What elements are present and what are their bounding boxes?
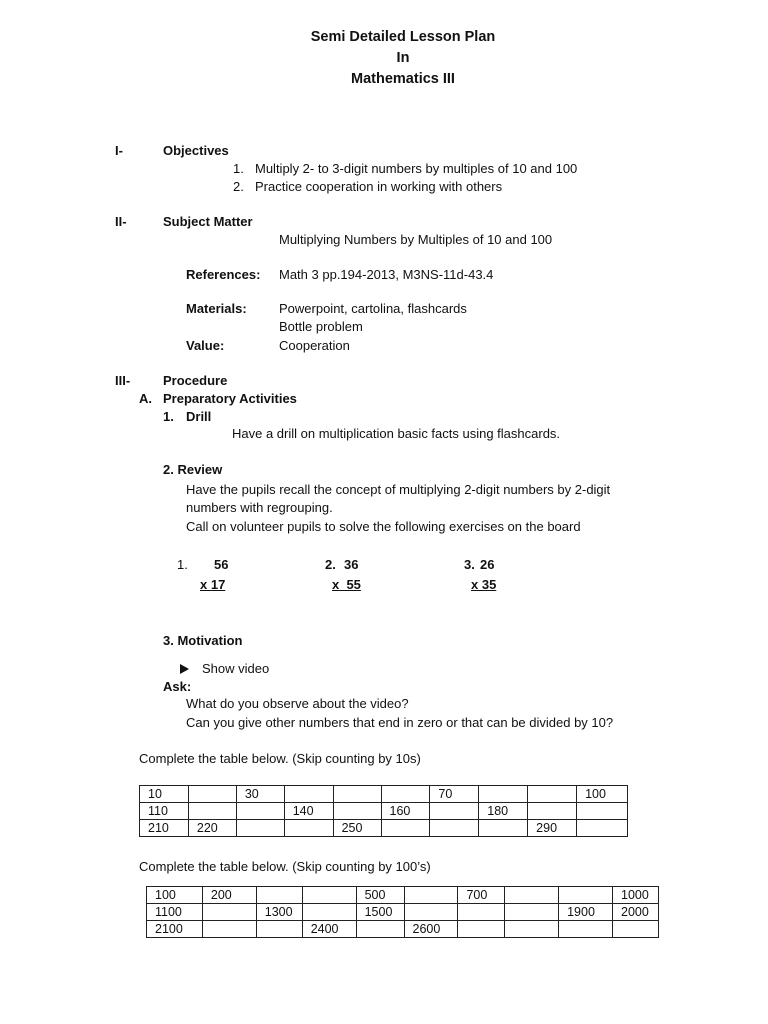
table-2-cell bbox=[505, 887, 559, 904]
table-2-cell: 1100 bbox=[147, 904, 203, 921]
table-1-cell bbox=[577, 803, 628, 820]
table-2-cell: 100 bbox=[147, 887, 203, 904]
table-2-cell bbox=[202, 921, 256, 938]
exercise-2-bottom: x 55 bbox=[332, 577, 361, 592]
table-2-cell: 1900 bbox=[559, 904, 613, 921]
table-2-row bbox=[147, 904, 659, 921]
table-2-cell bbox=[505, 904, 559, 921]
table-2-row bbox=[147, 921, 659, 938]
table-1-cell bbox=[577, 820, 628, 837]
subject-topic: Multiplying Numbers by Multiples of 10 and 100 bbox=[279, 232, 553, 247]
table-1-cell bbox=[430, 820, 479, 837]
subject-matter-heading: Subject Matter bbox=[163, 214, 253, 229]
objective-item-2-number: 2. bbox=[233, 179, 244, 194]
table-1-cell: 10 bbox=[140, 786, 189, 803]
drill-number: 1. bbox=[163, 409, 174, 424]
table-2-cell: 2600 bbox=[404, 921, 458, 938]
table-1-cell: 30 bbox=[236, 786, 284, 803]
drill-text: Have a drill on multiplication basic facts using flashcards. bbox=[232, 426, 561, 441]
exercise-1-number: 1. bbox=[177, 557, 188, 572]
motivation-heading: 3. Motivation bbox=[163, 633, 243, 648]
ask-line-2: Can you give other numbers that end in zero or that can be divided by 10? bbox=[186, 715, 614, 730]
materials-label: Materials: bbox=[186, 301, 247, 316]
table-2-cell: 2400 bbox=[302, 921, 356, 938]
table-2-cell: 200 bbox=[202, 887, 256, 904]
table-2-cell: 1000 bbox=[613, 887, 659, 904]
table-1-caption: Complete the table below. (Skip counting by 10s) bbox=[139, 751, 421, 766]
table-1-cell: 220 bbox=[188, 820, 236, 837]
table-1-cell bbox=[284, 820, 333, 837]
value-value: Cooperation bbox=[279, 338, 350, 353]
table-2-cell bbox=[302, 904, 356, 921]
table-2-cell: 500 bbox=[356, 887, 404, 904]
table-1-cell bbox=[528, 786, 577, 803]
table-2-cell: 700 bbox=[458, 887, 505, 904]
table-1-cell bbox=[188, 786, 236, 803]
table-2-cell: 2100 bbox=[147, 921, 203, 938]
exercise-3-bottom: x 35 bbox=[471, 577, 497, 592]
table-1-row bbox=[140, 820, 628, 837]
table-2-cell bbox=[356, 921, 404, 938]
table-1-cell: 110 bbox=[140, 803, 189, 820]
table-2-cell bbox=[458, 921, 505, 938]
references-value: Math 3 pp.194-2013, M3NS-11d-43.4 bbox=[279, 267, 494, 282]
table-1-cell bbox=[528, 803, 577, 820]
exercise-1-bottom: x 17 bbox=[200, 577, 226, 592]
exercise-1-top: 56 bbox=[214, 557, 229, 572]
table-2-cell bbox=[505, 921, 559, 938]
table-2-cell: 1300 bbox=[256, 904, 302, 921]
table-1-cell: 180 bbox=[479, 803, 528, 820]
ask-line-1: What do you observe about the video? bbox=[186, 696, 409, 711]
table-1-row bbox=[140, 803, 628, 820]
exercise-3-number: 3. bbox=[464, 557, 475, 572]
materials-line-1: Powerpoint, cartolina, flashcards bbox=[279, 301, 467, 316]
table-2-cell bbox=[404, 887, 458, 904]
procedure-heading: Procedure bbox=[163, 373, 228, 388]
table-1-cell: 160 bbox=[381, 803, 430, 820]
title-line-1: Semi Detailed Lesson Plan bbox=[310, 29, 496, 45]
objective-item-1: Multiply 2- to 3-digit numbers by multiples of 10 and 100 bbox=[255, 161, 578, 176]
procedure-numeral: III- bbox=[115, 373, 131, 388]
table-2-cell bbox=[202, 904, 256, 921]
review-line-2: numbers with regrouping. bbox=[186, 500, 333, 515]
objectives-numeral: I- bbox=[115, 143, 123, 158]
table-2-cell bbox=[256, 887, 302, 904]
arrow-bullet-icon bbox=[180, 661, 189, 677]
table-1-cell: 140 bbox=[284, 803, 333, 820]
exercise-2-top: 36 bbox=[344, 557, 359, 572]
table-1-cell bbox=[381, 786, 430, 803]
skip-count-10s-table bbox=[139, 785, 628, 837]
table-2-cell bbox=[302, 887, 356, 904]
table-2-row bbox=[147, 887, 659, 904]
table-2-cell bbox=[559, 887, 613, 904]
table-2-cell bbox=[256, 921, 302, 938]
table-1-cell: 290 bbox=[528, 820, 577, 837]
table-1-row bbox=[140, 786, 628, 803]
table-2-caption: Complete the table below. (Skip counting by 100’s) bbox=[139, 859, 431, 874]
preparatory-activities-heading: Preparatory Activities bbox=[163, 391, 297, 406]
review-line-3: Call on volunteer pupils to solve the following exercises on the board bbox=[186, 519, 581, 534]
table-1-cell bbox=[188, 803, 236, 820]
table-1-cell: 100 bbox=[577, 786, 628, 803]
references-label: References: bbox=[186, 267, 261, 282]
table-1-cell bbox=[333, 786, 381, 803]
table-2-cell: 1500 bbox=[356, 904, 404, 921]
exercise-2-number: 2. bbox=[325, 557, 336, 572]
table-1-cell: 70 bbox=[430, 786, 479, 803]
bullet-text: Show video bbox=[202, 661, 270, 676]
table-2-cell bbox=[404, 904, 458, 921]
subject-matter-numeral: II- bbox=[115, 214, 127, 229]
table-1-cell: 210 bbox=[140, 820, 189, 837]
table-1-cell bbox=[479, 820, 528, 837]
skip-count-100s-table bbox=[146, 886, 659, 938]
table-1-cell bbox=[333, 803, 381, 820]
review-line-1: Have the pupils recall the concept of multiplying 2-digit numbers by 2-digit bbox=[186, 482, 611, 497]
drill-heading: Drill bbox=[186, 409, 212, 424]
table-1-cell bbox=[236, 803, 284, 820]
sub-a-letter: A. bbox=[139, 391, 152, 406]
review-heading: 2. Review bbox=[163, 462, 223, 477]
value-label: Value: bbox=[186, 338, 225, 353]
title-line-3: Mathematics III bbox=[351, 71, 455, 87]
table-2-cell bbox=[559, 921, 613, 938]
table-1-cell bbox=[430, 803, 479, 820]
objectives-heading: Objectives bbox=[163, 143, 229, 158]
table-1-cell bbox=[284, 786, 333, 803]
table-1-cell bbox=[479, 786, 528, 803]
objective-item-1-number: 1. bbox=[233, 161, 244, 176]
table-1-cell bbox=[381, 820, 430, 837]
ask-label: Ask: bbox=[163, 679, 192, 694]
table-1-cell: 250 bbox=[333, 820, 381, 837]
table-2-cell bbox=[458, 904, 505, 921]
table-1-cell bbox=[236, 820, 284, 837]
exercise-3-top: 26 bbox=[480, 557, 495, 572]
materials-line-2: Bottle problem bbox=[279, 319, 363, 334]
objective-item-2: Practice cooperation in working with others bbox=[255, 179, 503, 194]
table-2-cell: 2000 bbox=[613, 904, 659, 921]
title-line-2: In bbox=[396, 50, 410, 66]
table-2-cell bbox=[613, 921, 659, 938]
